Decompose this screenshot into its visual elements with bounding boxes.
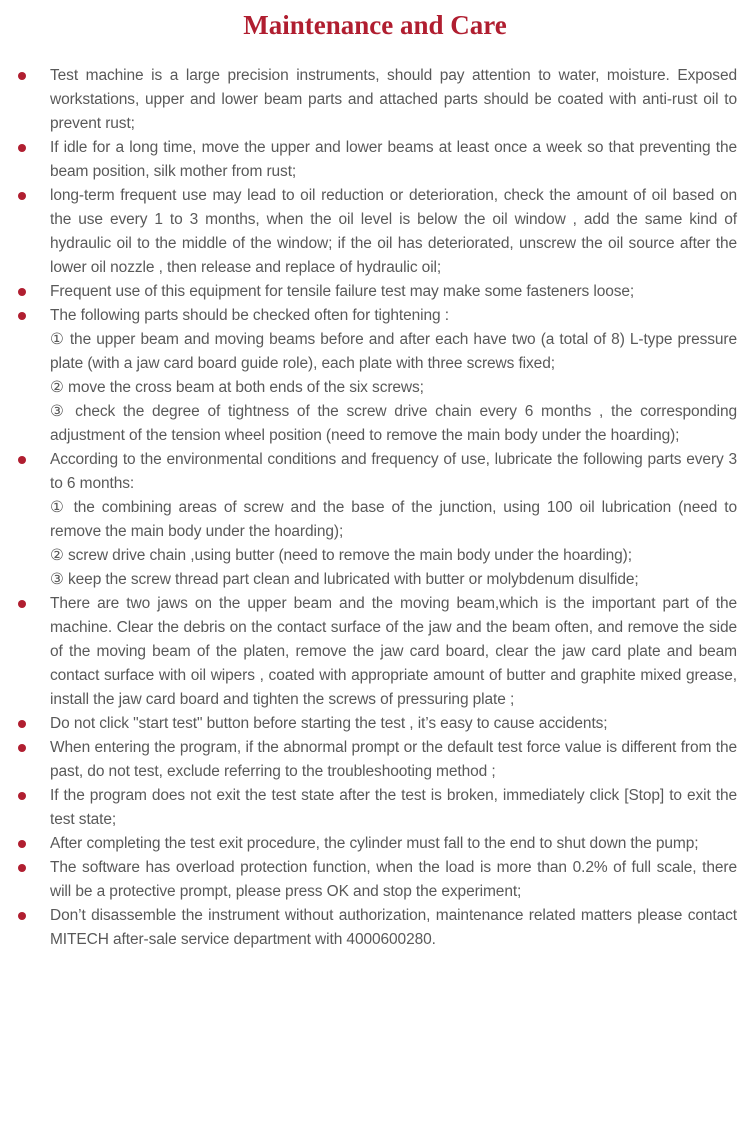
bullet-icon [18, 144, 26, 152]
list-item [50, 304, 737, 448]
list-item [50, 856, 737, 904]
list-item-text: After completing the test exit procedure, the cylinder must fall to the end to shut down the pump; [50, 835, 699, 852]
list-subitem-text: ① the combining areas of screw and the base of the junction, using 100 oil lubrication (need to remove the main body under the hoarding); [50, 499, 737, 540]
list-item [50, 184, 737, 280]
bullet-icon [18, 72, 26, 80]
list-item-text: Test machine is a large precision instruments, should pay attention to water, moisture. Exposed workstations, upper and lower beam parts and attached parts should be coated with anti-rust oil to prevent rust; [50, 67, 737, 132]
maintenance-list [0, 64, 750, 952]
list-subitem-text: ② screw drive chain ,using butter (need to remove the main body under the hoarding); [50, 547, 632, 564]
list-item [50, 712, 737, 736]
bullet-icon [18, 192, 26, 200]
list-item [50, 64, 737, 136]
list-item [50, 832, 737, 856]
list-item [50, 448, 737, 592]
list-item-text: The software has overload protection function, when the load is more than 0.2% of full scale, there will be a protective prompt, please press OK and stop the experiment; [50, 859, 737, 900]
bullet-icon [18, 864, 26, 872]
list-item-text: Frequent use of this equipment for tensile failure test may make some fasteners loose; [50, 283, 635, 300]
list-item-text: There are two jaws on the upper beam and the moving beam,which is the important part of the machine. Clear the debris on the contact surface of the jaw and the beam often, and remove the side of the moving beam of the platen, remove the jaw card board, clear the jaw card plate and beam contact surface with oil wipers , coated with appropriate amount of butter and graphite mixed grease, install the jaw card board and tighten the screws of pressuring plate ; [50, 595, 737, 708]
list-item [50, 784, 737, 832]
bullet-icon [18, 912, 26, 920]
list-item [50, 136, 737, 184]
bullet-icon [18, 744, 26, 752]
list-item-text: Don’t disassemble the instrument without authorization, maintenance related matters please contact MITECH after-sale service department with 4000600280. [50, 907, 737, 948]
list-item-text: The following parts should be checked often for tightening : [50, 307, 449, 324]
bullet-icon [18, 720, 26, 728]
list-item [50, 904, 737, 952]
list-subitem-text: ② move the cross beam at both ends of the six screws; [50, 379, 424, 396]
list-subitem-text: ③ check the degree of tightness of the screw drive chain every 6 months , the corresponding adjustment of the tension wheel position (need to remove the main body under the hoarding); [50, 403, 737, 444]
bullet-icon [18, 792, 26, 800]
list-item-text: Do not click "start test" button before starting the test , it’s easy to cause accidents; [50, 715, 608, 732]
list-item [50, 592, 737, 712]
bullet-icon [18, 288, 26, 296]
bullet-icon [18, 840, 26, 848]
list-item [50, 280, 737, 304]
list-item-text: If the program does not exit the test state after the test is broken, immediately click [Stop] to exit the test state; [50, 787, 737, 828]
bullet-icon [18, 456, 26, 464]
list-item [50, 736, 737, 784]
list-subitem-text: ① the upper beam and moving beams before and after each have two (a total of 8) L-type pressure plate (with a jaw card board guide role), each plate with three screws fixed; [50, 331, 737, 372]
bullet-icon [18, 312, 26, 320]
list-item-text: When entering the program, if the abnormal prompt or the default test force value is different from the past, do not test, exclude referring to the troubleshooting method ; [50, 739, 737, 780]
page-title: Maintenance and Care [243, 10, 507, 40]
list-item-text: If idle for a long time, move the upper and lower beams at least once a week so that preventing the beam position, silk mother from rust; [50, 139, 737, 180]
list-item-text: long-term frequent use may lead to oil reduction or deterioration, check the amount of oil based on the use every 1 to 3 months, when the oil level is below the oil window , add the same kind of hydraulic oil to the middle of the window; if the oil has deteriorated, unscrew the oil source after the lower oil nozzle , then release and replace of hydraulic oil; [50, 187, 737, 276]
list-item-text: According to the environmental conditions and frequency of use, lubricate the following parts every 3 to 6 months: [50, 451, 737, 492]
bullet-icon [18, 600, 26, 608]
list-subitem-text: ③ keep the screw thread part clean and lubricated with butter or molybdenum disulfide; [50, 571, 639, 588]
